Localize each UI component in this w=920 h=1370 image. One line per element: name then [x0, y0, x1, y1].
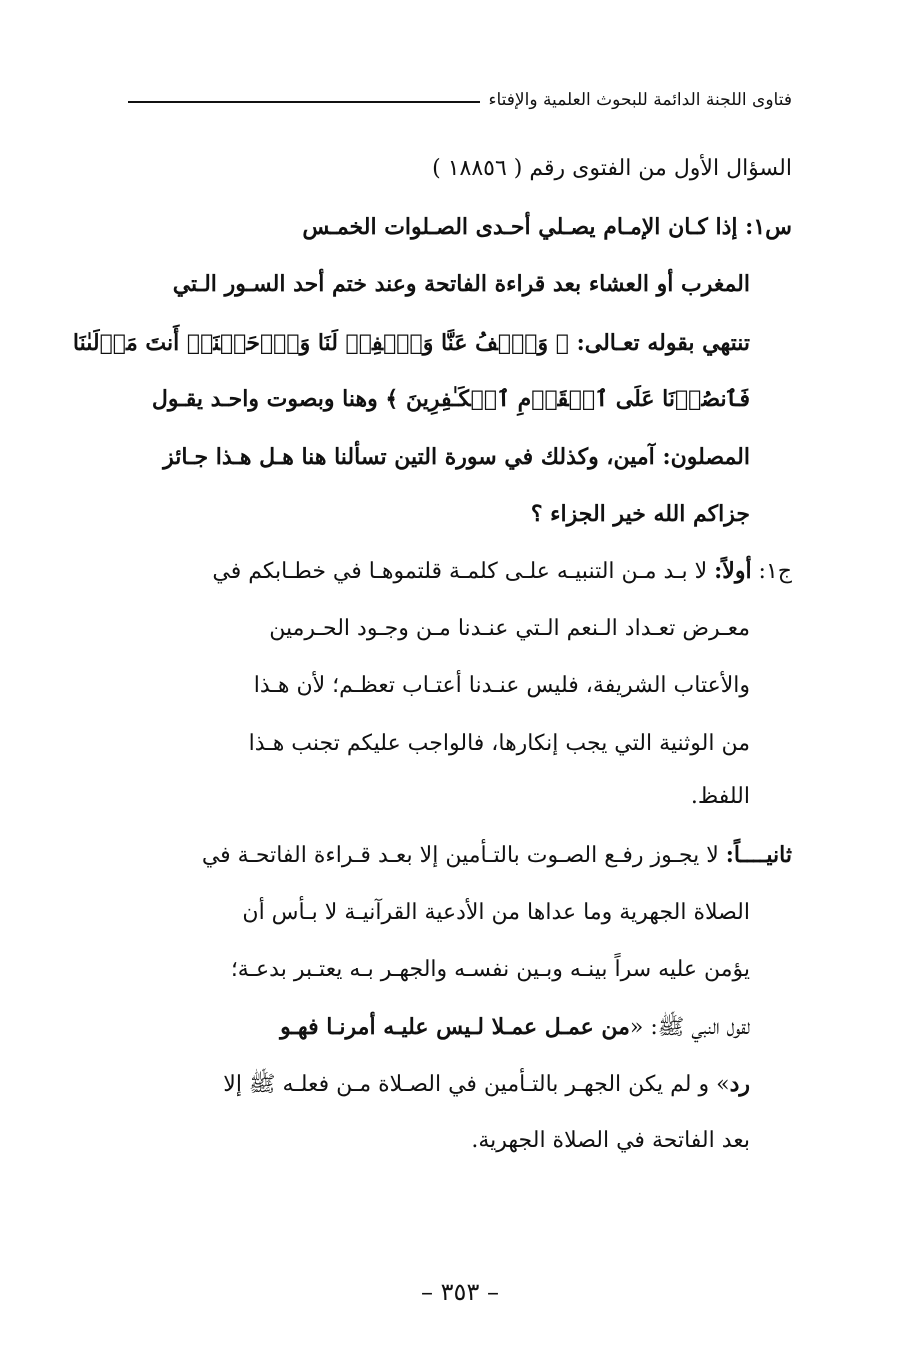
question-line-1: س١: إذا كـان الإمـام يصـلي أحـدى الصـلوات الخمـس: [302, 214, 792, 240]
header-rule: [128, 101, 480, 103]
hadith-text-part2: رد: [729, 1071, 750, 1097]
answer-first-label: أولاً:: [714, 558, 752, 584]
hadith-intro: لقول النبي ﷺ: «: [629, 1015, 750, 1040]
answer-second-line-6: بعد الفاتحة في الصلاة الجهرية.: [471, 1128, 750, 1153]
answer-second-text: لا يجـوز رفـع الصـوت بالتـأمين إلا بعـد قـراءة الفاتحـة في: [201, 843, 726, 868]
answer-second-line-5: [172, 1073, 750, 1096]
hadith-text-part1: من عمـل عمـلا لـيس عليـه أمرنـا فهـو: [280, 1014, 630, 1040]
header-title: فتاوى اللجنة الدائمة للبحوث العلمية والإفتاء: [488, 90, 792, 110]
answer-first-text: لا بـد مـن التنبيـه علـى كلمـة قلتموهـا في خطـابكم في: [212, 559, 715, 584]
question-line-3: تنتهي بقوله تعـالى: ﴿ وَٱعۡفُ عَنَّا وَٱغۡفِرۡ لَنَا وَٱرۡحَمۡنَآۚ أَنتَ مَوۡلَىٰنَا: [72, 330, 750, 356]
answer-first-line-3: والأعتاب الشريفة، فليس عنـدنا أعتـاب تعظـم؛ لأن هـذا: [253, 673, 750, 698]
fatwa-title: السؤال الأول من الفتوى رقم ( ١٨٨٥٦ ): [432, 156, 792, 181]
answer-second-label: ثانيــــاً:: [725, 842, 792, 868]
question-line-5: المصلون: آمين، وكذلك في سورة التين تسألنا هنا هـل هـذا جـائز: [163, 444, 750, 470]
answer-first-line-2: معـرض تعـداد الـنعم الـتي عنـدنا مـن وجـود الحـرمين: [269, 616, 750, 641]
question-line-2: المغرب أو العشاء بعد قراءة الفاتحة وعند ختم أحد السـور الـتي: [172, 271, 750, 297]
answer-prefix: ج١:: [751, 559, 792, 584]
after-hadith: » و لم يكن الجهـر بالتـأمين في الصـلاة مـن فعلـه ﷺ إلا: [223, 1072, 730, 1097]
answer-first-line-5: اللفظ.: [690, 784, 750, 809]
answer-second-line-4: [172, 1016, 750, 1039]
running-header: [128, 90, 792, 110]
answer-second-line-1: [172, 844, 792, 867]
answer-second-line-3: يؤمن عليه سراً بينـه وبـين نفسـه والجهـر بـه يعتـبر بدعـة؛: [230, 957, 750, 982]
question-line-4: فَٱنصُرۡنَا عَلَى ٱلۡقَوۡمِ ٱلۡكَـٰفِرِينَ ﴾ وهنا وبصوت واحـد يقـول: [151, 386, 750, 412]
answer-second-line-2: الصلاة الجهرية وما عداها من الأدعية القرآنيـة لا بـأس أن: [242, 900, 750, 925]
page-number: – ٣٥٣ –: [421, 1278, 499, 1306]
answer-first-line-1: [172, 560, 792, 583]
answer-first-line-4: من الوثنية التي يجب إنكارها، فالواجب عليكم تجنب هـذا: [248, 731, 750, 756]
question-line-6: جزاكم الله خير الجزاء ؟: [530, 501, 750, 527]
